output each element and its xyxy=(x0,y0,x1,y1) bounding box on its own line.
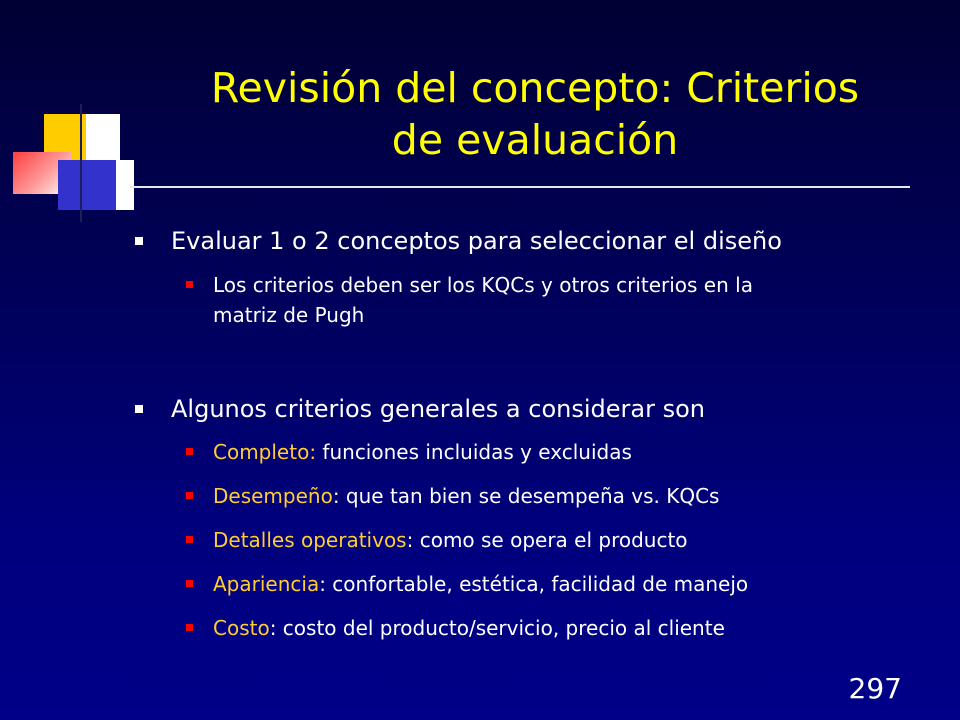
sub-bullet-marker xyxy=(186,281,193,288)
criterion-desc: : que tan bien se desempeña vs. KQCs xyxy=(332,484,720,508)
criterion-term: Costo xyxy=(213,616,270,640)
page-number: 297 xyxy=(848,672,902,705)
sub-bullet-2-1 xyxy=(213,437,632,467)
title-line-1: Revisión del concepto: Criterios xyxy=(210,64,860,112)
sub-bullet-line: matriz de Pugh xyxy=(213,303,365,327)
criterion-desc: : costo del producto/servicio, precio al cliente xyxy=(269,616,725,640)
sub-bullet-2-5 xyxy=(213,613,725,643)
bullet-square xyxy=(135,237,143,245)
bullet-square xyxy=(135,405,143,413)
criterion-desc: : como se opera el producto xyxy=(406,528,688,552)
bullet-1: Evaluar 1 o 2 conceptos para seleccionar el diseño xyxy=(171,227,782,255)
criterion-term: Detalles operativos xyxy=(213,528,407,552)
sub-bullet-marker xyxy=(186,448,193,455)
criterion-term: Apariencia xyxy=(213,572,320,596)
sub-bullet-marker xyxy=(186,624,193,631)
sub-bullet-1-1 xyxy=(213,270,753,330)
sub-bullet-marker xyxy=(186,536,193,543)
bullet-2: Algunos criterios generales a considerar son xyxy=(171,395,705,423)
criterion-term: Completo: xyxy=(213,440,317,464)
sub-bullet-marker xyxy=(186,580,193,587)
criterion-term: Desempeño xyxy=(213,484,333,508)
sub-bullet-2-2 xyxy=(213,481,719,511)
sub-bullet-2-3 xyxy=(213,525,688,555)
criterion-desc: : confortable, estética, facilidad de manejo xyxy=(319,572,749,596)
sub-bullet-marker xyxy=(186,492,193,499)
criterion-desc: funciones incluidas y excluidas xyxy=(316,440,632,464)
sub-bullet-2-4 xyxy=(213,569,748,599)
sub-bullet-line: Los criterios deben ser los KQCs y otros criterios en la xyxy=(213,273,753,297)
title-line-2: de evaluación xyxy=(391,116,679,164)
